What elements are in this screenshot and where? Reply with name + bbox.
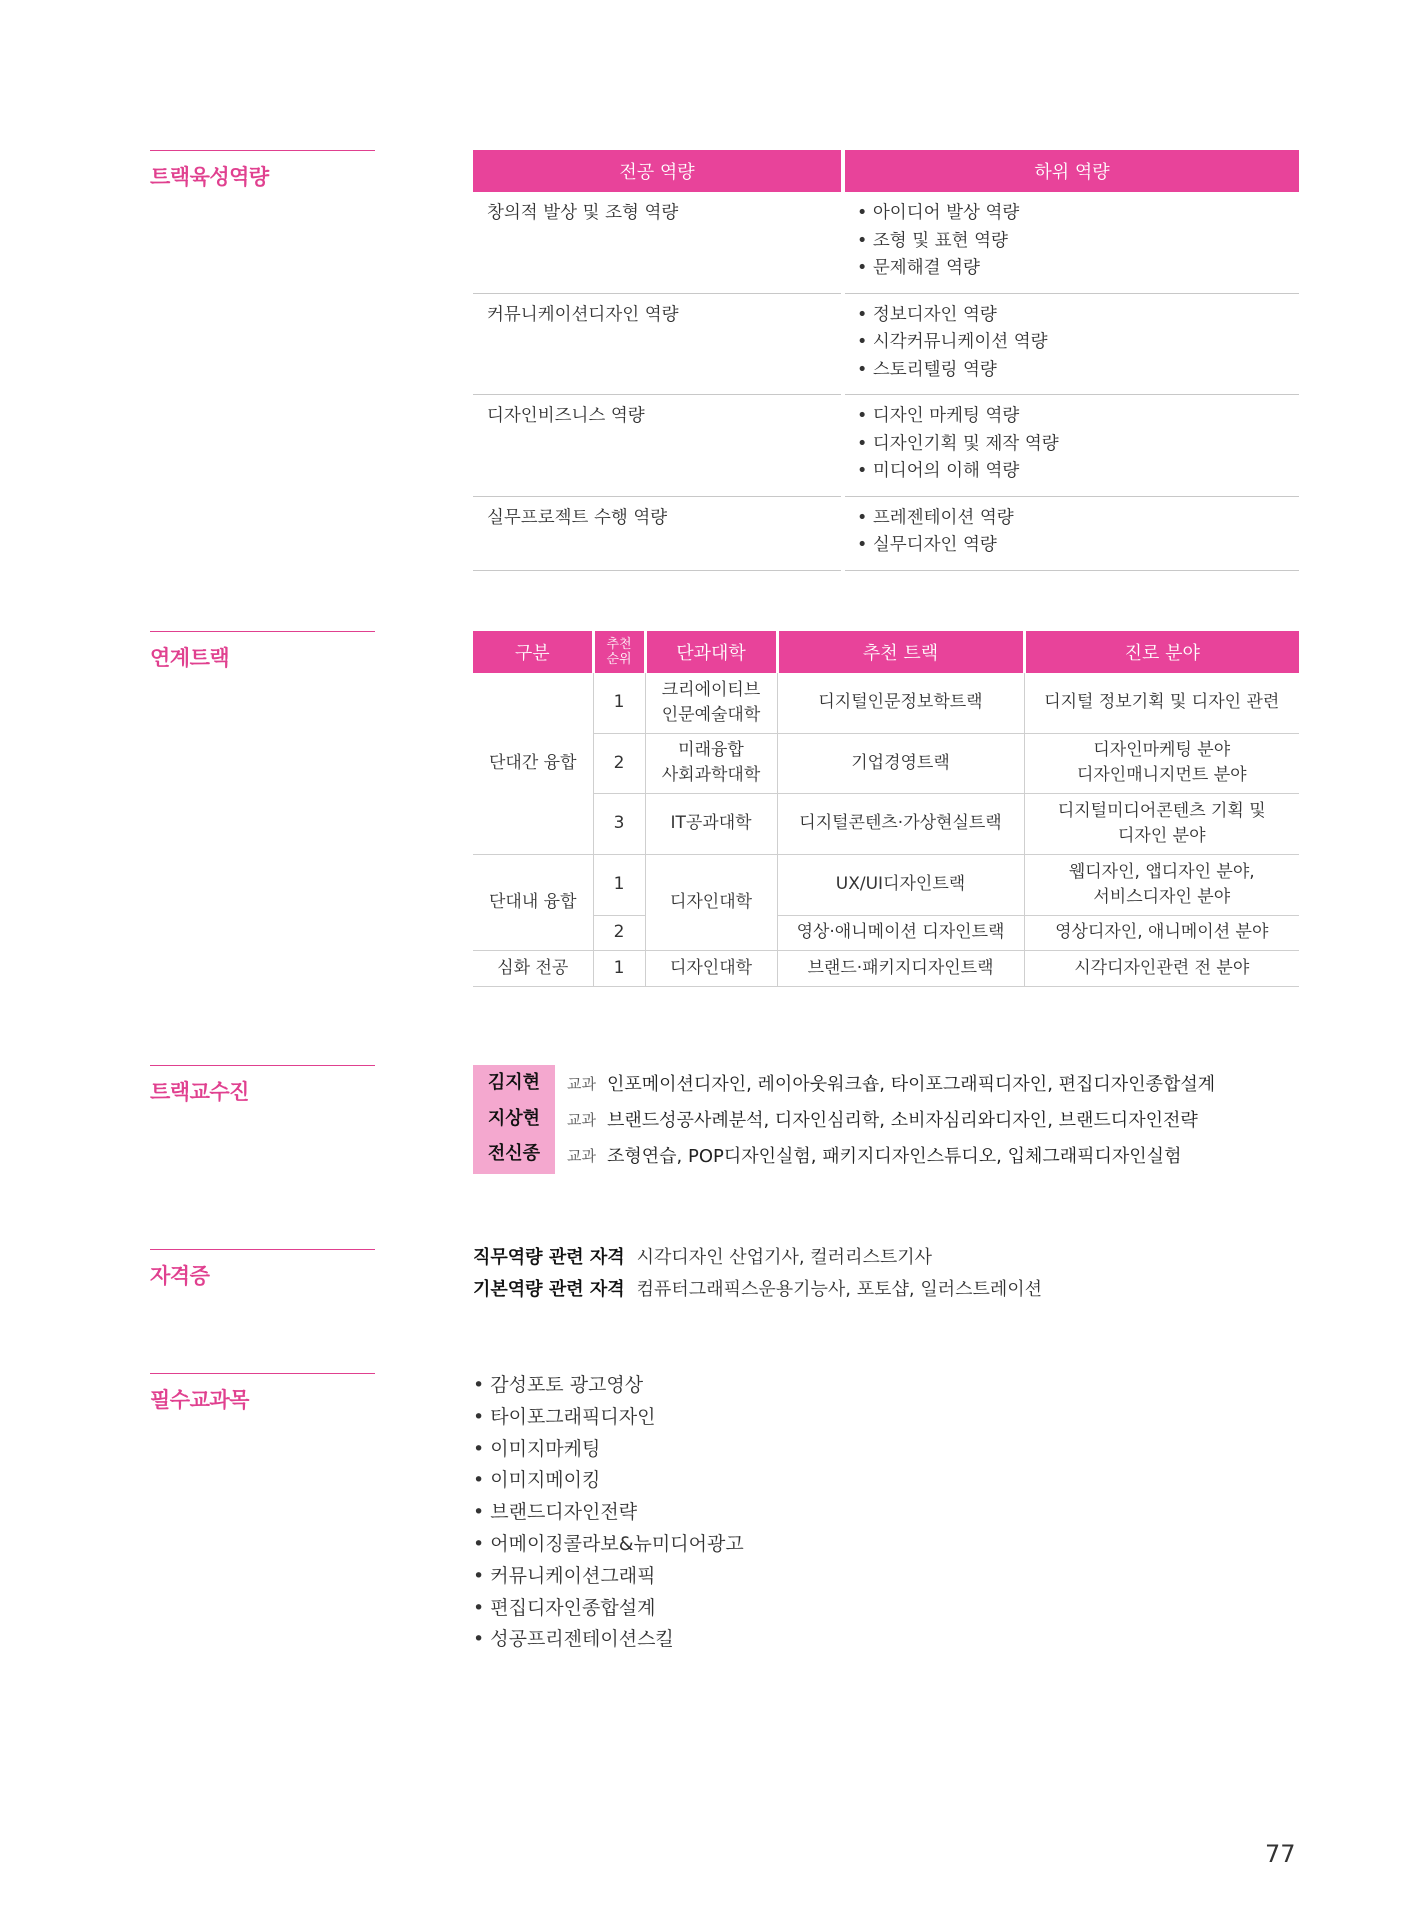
professor-name: 지상현 — [473, 1101, 555, 1137]
college-line: 미래융합 — [678, 740, 744, 760]
major-competency: 디자인비즈니스 역량 — [473, 395, 843, 497]
sub-competency-list — [843, 192, 1299, 293]
track-cell: 영상·애니메이션 디자인트랙 — [777, 915, 1024, 950]
certificate-list — [473, 1242, 1042, 1306]
professor-row — [473, 1101, 1215, 1137]
certificate-label: 기본역량 관련 자격 — [473, 1279, 625, 1300]
college-cell — [645, 673, 777, 733]
career-line: 디자인마케팅 분야 — [1093, 740, 1231, 760]
section-label-certificates: 자격증 — [150, 1249, 375, 1290]
competency-header-row — [473, 150, 1299, 192]
list-item: • 타이포그래픽디자인 — [473, 1402, 744, 1434]
section-label-required-courses: 필수교과목 — [150, 1373, 375, 1414]
list-item: • 미디어의 이해 역량 — [857, 458, 1299, 486]
table-row — [473, 950, 1299, 986]
certificate-value: 컴퓨터그래픽스운용기능사, 포토샵, 일러스트레이션 — [636, 1279, 1043, 1300]
table-row — [473, 496, 1299, 570]
table-row — [473, 192, 1299, 293]
rank-cell: 1 — [593, 673, 645, 733]
college-line: 사회과학대학 — [661, 765, 761, 785]
subject-tag: 교과 — [567, 1146, 596, 1165]
required-course-list — [473, 1370, 744, 1656]
professor-list — [473, 1065, 1215, 1173]
college-line: IT공과대학 — [670, 813, 752, 833]
rank-cell: 1 — [593, 854, 645, 915]
career-cell — [1024, 854, 1299, 915]
certificate-row — [473, 1274, 1042, 1306]
table-row — [473, 854, 1299, 915]
table-row — [473, 915, 1299, 950]
college-cell — [645, 793, 777, 854]
list-item: • 조형 및 표현 역량 — [857, 228, 1299, 256]
list-item: • 어메이징콜라보&뉴미디어광고 — [473, 1529, 744, 1561]
career-line: 디지털 정보기획 및 디자인 관련 — [1044, 692, 1280, 713]
track-cell: UX/UI디자인트랙 — [777, 854, 1024, 915]
career-cell — [1024, 950, 1299, 986]
competency-table — [473, 150, 1299, 571]
list-item: • 이미지메이킹 — [473, 1465, 744, 1497]
track-header-row — [473, 631, 1299, 673]
header-rank-line1: 추천 — [606, 637, 632, 652]
section-label-linked-track: 연계트랙 — [150, 631, 375, 672]
professor-name: 전신종 — [473, 1136, 555, 1174]
header-sub-competency: 하위 역량 — [843, 150, 1299, 192]
section-label-professors: 트랙교수진 — [150, 1065, 375, 1106]
list-item: • 프레젠테이션 역량 — [857, 505, 1299, 533]
category-cell: 단대간 융합 — [473, 673, 593, 854]
track-cell: 디지털인문정보학트랙 — [777, 673, 1024, 733]
career-cell — [1024, 733, 1299, 793]
college-cell — [645, 950, 777, 986]
header-rank — [593, 631, 645, 673]
college-line: 디자인대학 — [669, 957, 753, 978]
rank-cell: 2 — [593, 915, 645, 950]
table-row — [473, 395, 1299, 497]
track-cell: 기업경영트랙 — [777, 733, 1024, 793]
college-line: 크리에이티브 — [661, 679, 761, 700]
list-item: • 편집디자인종합설계 — [473, 1593, 744, 1625]
rank-cell: 2 — [593, 733, 645, 793]
header-track: 추천 트랙 — [777, 631, 1024, 673]
subject-tag: 교과 — [567, 1074, 596, 1093]
subject-tag: 교과 — [567, 1110, 596, 1129]
major-competency: 커뮤니케이션디자인 역량 — [473, 293, 843, 395]
list-item: • 디자인기획 및 제작 역량 — [857, 431, 1299, 459]
page-number: 77 — [1265, 1840, 1296, 1868]
major-competency: 창의적 발상 및 조형 역량 — [473, 192, 843, 293]
sub-competency-list — [843, 293, 1299, 395]
sub-competency-list — [843, 496, 1299, 570]
college-line: 인문예술대학 — [661, 704, 761, 725]
career-line: 디지털미디어콘텐츠 기획 및 — [1057, 800, 1266, 821]
list-item: • 성공프리젠테이션스킬 — [473, 1624, 744, 1656]
major-competency: 실무프로젝트 수행 역량 — [473, 496, 843, 570]
table-row — [473, 673, 1299, 733]
list-item: • 시각커뮤니케이션 역량 — [857, 329, 1299, 357]
professor-subjects: 인포메이션디자인, 레이아웃워크숍, 타이포그래픽디자인, 편집디자인종합설계 — [607, 1074, 1216, 1095]
category-cell: 심화 전공 — [473, 950, 593, 986]
category-cell: 단대내 융합 — [473, 854, 593, 950]
college-cell: 디자인대학 — [645, 854, 777, 950]
list-item: • 정보디자인 역량 — [857, 302, 1299, 330]
career-line: 웹디자인, 앱디자인 분야, — [1068, 861, 1255, 882]
header-college: 단과대학 — [645, 631, 777, 673]
career-cell — [1024, 915, 1299, 950]
table-row — [473, 733, 1299, 793]
career-line: 디자인매니지먼트 분야 — [1076, 765, 1247, 785]
linked-track-table — [473, 631, 1299, 987]
career-cell — [1024, 793, 1299, 854]
track-cell: 디지털콘텐츠·가상현실트랙 — [777, 793, 1024, 854]
table-row — [473, 793, 1299, 854]
professor-name: 김지현 — [473, 1065, 555, 1101]
header-career: 진로 분야 — [1024, 631, 1299, 673]
header-major-competency: 전공 역량 — [473, 150, 843, 192]
professor-row — [473, 1137, 1215, 1173]
certificate-row — [473, 1242, 1042, 1274]
list-item: • 이미지마케팅 — [473, 1434, 744, 1466]
career-line: 영상디자인, 애니메이션 분야 — [1055, 922, 1269, 942]
sub-competency-list — [843, 395, 1299, 497]
career-line: 서비스디자인 분야 — [1093, 886, 1231, 907]
header-rank-line2: 순위 — [606, 652, 632, 667]
list-item: • 감성포토 광고영상 — [473, 1370, 744, 1402]
rank-cell: 1 — [593, 950, 645, 986]
professor-row — [473, 1065, 1215, 1101]
rank-cell: 3 — [593, 793, 645, 854]
list-item: • 커뮤니케이션그래픽 — [473, 1561, 744, 1593]
certificate-label: 직무역량 관련 자격 — [473, 1247, 625, 1268]
track-cell: 브랜드·패키지디자인트랙 — [777, 950, 1024, 986]
career-line: 디자인 분야 — [1117, 825, 1206, 846]
career-line: 시각디자인관련 전 분야 — [1074, 957, 1250, 978]
list-item: • 실무디자인 역량 — [857, 532, 1299, 560]
table-row — [473, 293, 1299, 395]
list-item: • 디자인 마케팅 역량 — [857, 403, 1299, 431]
professor-subjects: 조형연습, POP디자인실험, 패키지디자인스튜디오, 입체그래픽디자인실험 — [607, 1146, 1182, 1167]
list-item: • 스토리텔링 역량 — [857, 357, 1299, 385]
professor-subjects: 브랜드성공사례분석, 디자인심리학, 소비자심리와디자인, 브랜드디자인전략 — [607, 1110, 1198, 1131]
section-label-competency: 트랙육성역량 — [150, 150, 375, 191]
header-category: 구분 — [473, 631, 593, 673]
list-item: • 브랜드디자인전략 — [473, 1497, 744, 1529]
college-cell — [645, 733, 777, 793]
list-item: • 아이디어 발상 역량 — [857, 200, 1299, 228]
list-item: • 문제해결 역량 — [857, 255, 1299, 283]
certificate-value: 시각디자인 산업기사, 컬러리스트기사 — [636, 1247, 933, 1268]
career-cell — [1024, 673, 1299, 733]
